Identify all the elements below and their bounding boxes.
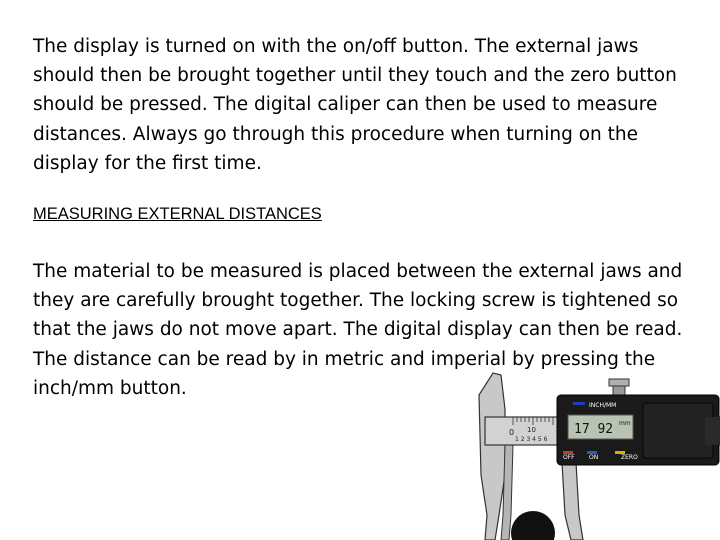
inch-mm-button [573,402,585,405]
inch-mm-label: INCH/MM [589,402,617,409]
off-label: OFF [563,454,575,461]
lcd-unit: mm [619,420,631,427]
intro-paragraph: The display is turned on with the on/off button. The external jaws should then be brought together until they touch and the zero button should be pressed. The digital caliper can then be used to measure distances. Always go through this procedure when turning on the display for the first time. [33,36,677,174]
scale-label-zero: 0 [509,428,515,437]
vernier-digits: 1 2 3 4 5 6 [515,436,548,443]
battery-cover [643,403,713,458]
on-label: ON [589,454,599,461]
lcd-readout: 17 92 [574,422,614,437]
scale-label-ten: 10 [527,426,536,434]
measured-object [511,511,555,540]
measuring-paragraph: The material to be measured is placed between the external jaws and they are carefully brought together. The locking screw is tightened so that the jaws do not move apart. The digital display can then be read. The distance can be read by in metric and imperial by pressing the inch/mm button. [33,261,683,399]
fixed-jaw [479,373,505,540]
zero-label: ZERO [621,454,638,461]
section-heading: MEASURING EXTERNAL DISTANCES [33,205,322,223]
digital-caliper-illustration [465,365,720,540]
